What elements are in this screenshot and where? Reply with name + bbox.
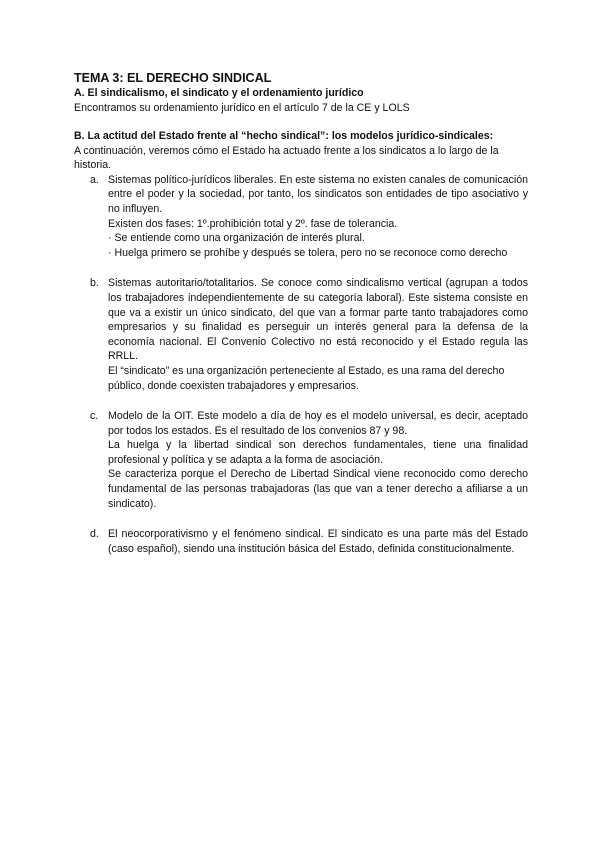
list-item — [74, 409, 528, 511]
document-body — [74, 70, 528, 572]
list-item-extra: Se caracteriza porque el Derecho de Libertad Sindical viene reconocido como derecho fundamental de las personas trabajadoras (las que van a tener derecho a afiliarse a un sindicato). — [108, 468, 528, 510]
list-item-text: El neocorporativismo y el fenómeno sindical. El sindicato es una parte más del Estado (caso español), siendo una institución básica del Estado, definida constitucionalmente. — [108, 528, 528, 555]
list-marker: a. — [90, 173, 99, 186]
list-item-extra: La huelga y la libertad sindical son derechos fundamentales, tiene una finalidad profesional y política y se adapta a la forma de asociación. — [108, 439, 528, 466]
list-item-text: Sistemas autoritario/totalitarios. Se conoce como sindicalismo vertical (agrupan a todos los trabajadores independientemente de su categoría laboral). Este sistema consiste en que va a existir un único sindicato, del que van a formar parte tanto trabajadores como empresarios y su finalidad es perseguir un interés general para la defensa de la economía nacional. El Convenio Colectivo no está reconocido y el Estado regula las RRLL. — [108, 277, 528, 363]
list-marker: d. — [90, 528, 99, 541]
list-marker: c. — [90, 410, 99, 423]
page-title: TEMA 3: EL DERECHO SINDICAL — [74, 71, 272, 85]
list-item-extra: · Huelga primero se prohíbe y después se tolera, pero no se reconoce como derecho — [108, 246, 508, 259]
list-item — [74, 173, 528, 261]
list-item-extra: · Se entiende como una organización de interés plural. — [108, 232, 365, 245]
list-item-extra: El “sindicato” es una organización perteneciente al Estado, es una rama del derecho público, donde coexisten trabajadores y empresarios. — [108, 364, 505, 392]
section-a-heading: A. El sindicalismo, el sindicato y el ordenamiento jurídico — [74, 87, 364, 99]
section-b-intro: A continuación, veremos cómo el Estado ha actuado frente a los sindicatos a lo largo de la historia. — [74, 144, 499, 172]
section-b-heading: B. La actitud del Estado frente al “hecho sindical”: los modelos jurídico-sindicales: — [74, 129, 494, 142]
list-item-extra: Existen dos fases: 1º.prohibición total y 2º. fase de tolerancia. — [108, 217, 398, 230]
list-marker: b. — [90, 277, 99, 290]
list-item-text: Modelo de la OIT. Este modelo a día de hoy es el modelo universal, es decir, aceptado por todos los estados. Es el resultado de los convenios 87 y 98. — [108, 410, 528, 437]
list-item — [74, 527, 528, 556]
list-item — [74, 276, 528, 393]
list-item-text: Sistemas político-jurídicos liberales. En este sistema no existen canales de comunicación entre el poder y la sociedad, por tanto, los sindicatos son entidades de tipo asociativo y no influyen. — [108, 173, 528, 215]
section-a-text: Encontramos su ordenamiento jurídico en el artículo 7 de la CE y LOLS — [74, 102, 410, 114]
models-list — [74, 173, 528, 557]
